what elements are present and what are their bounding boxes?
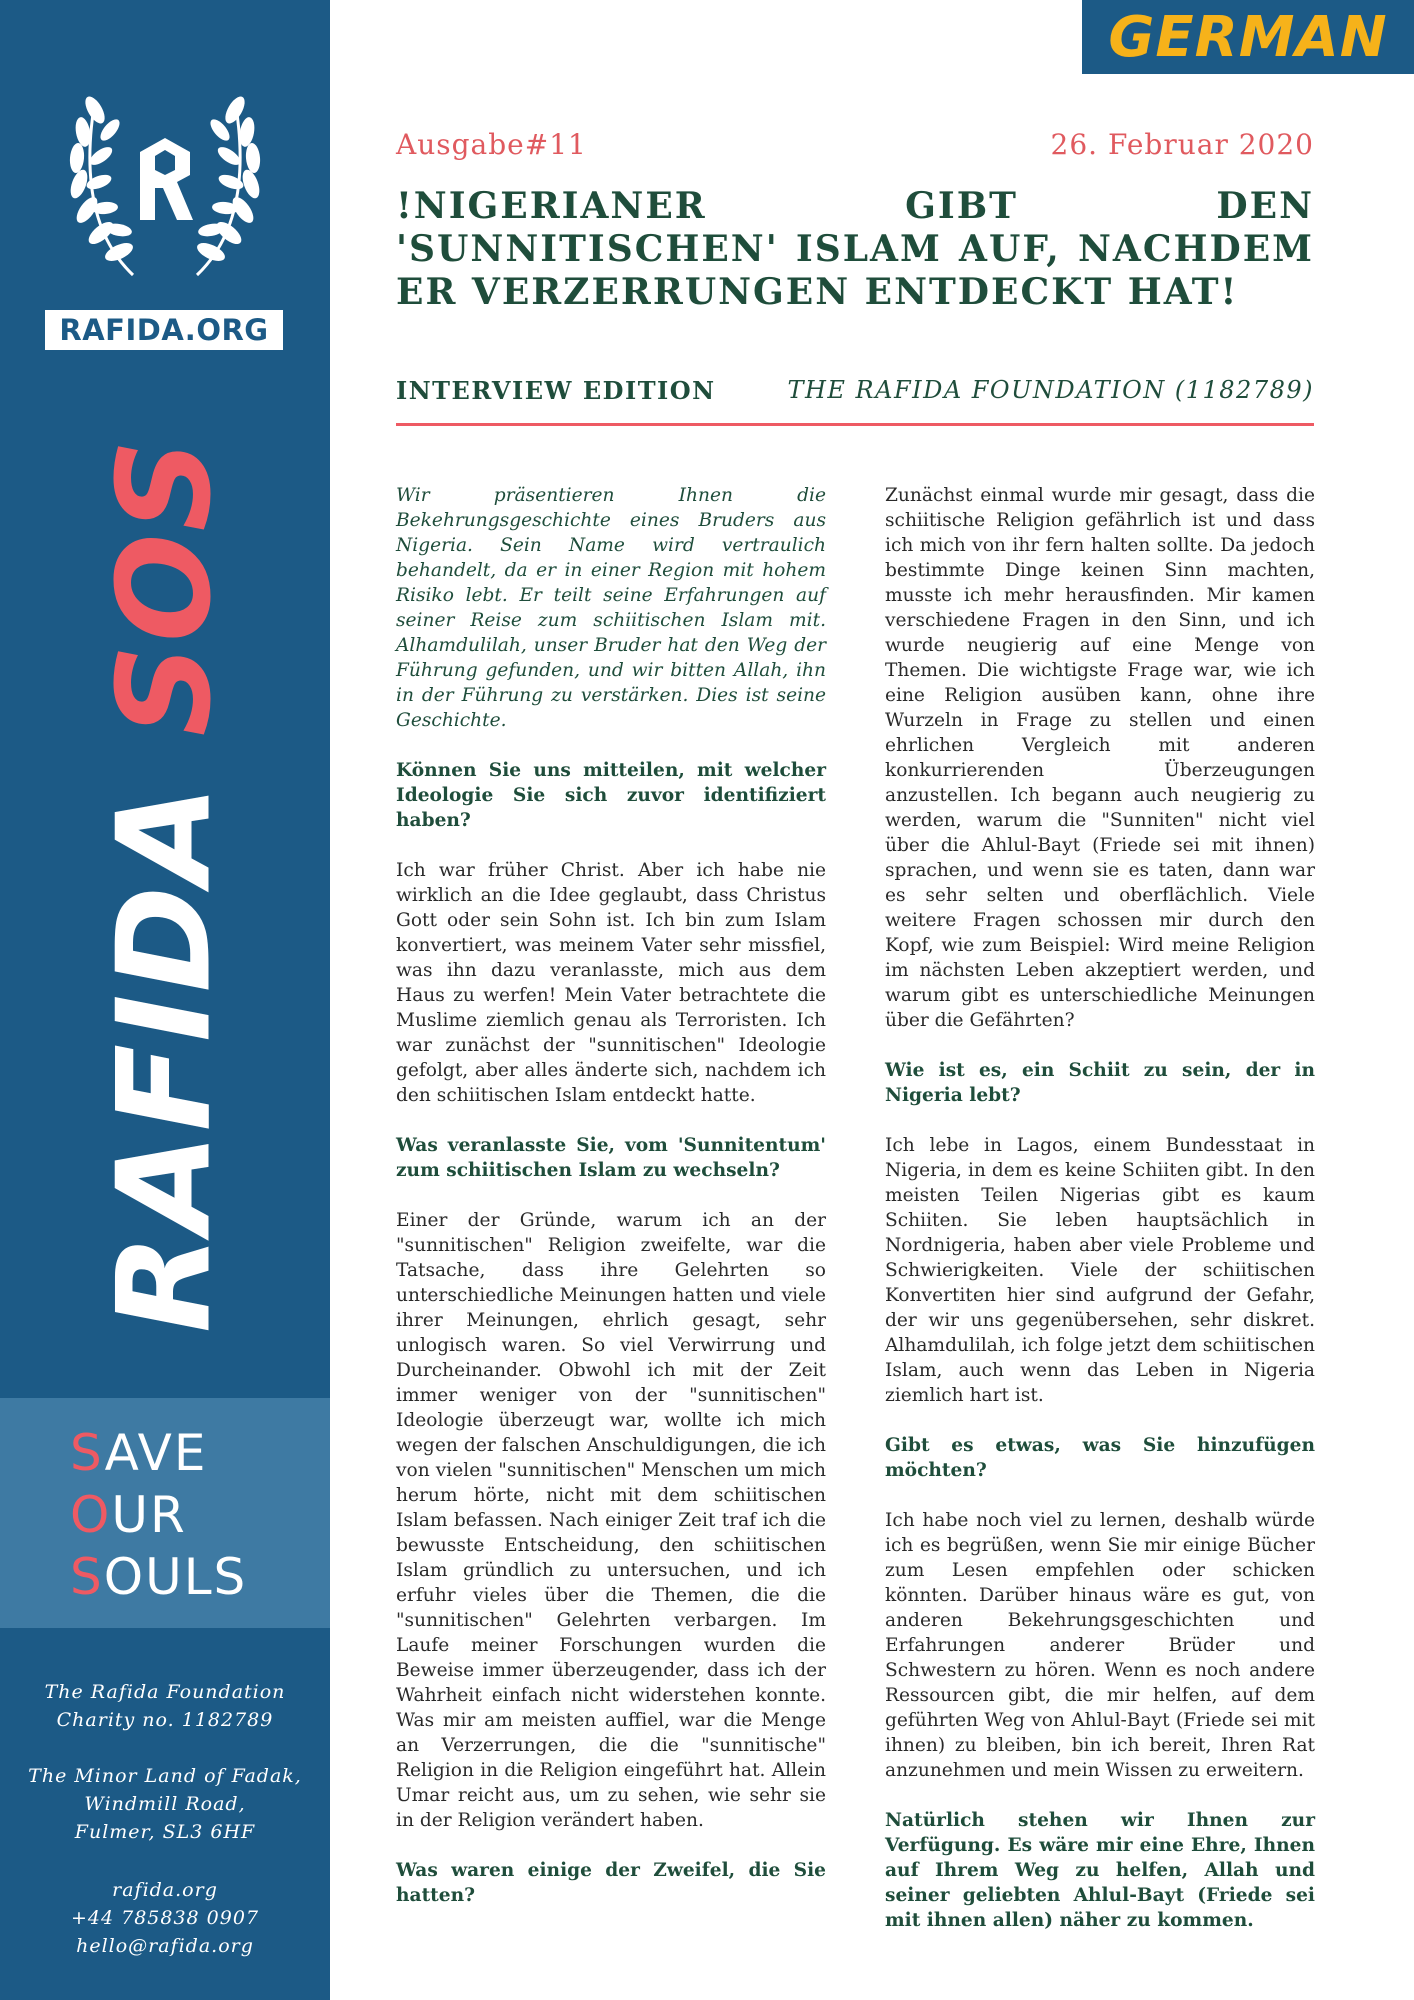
- answer: Ich habe noch viel zu lernen, deshalb würde ich es begrüßen, wenn Sie mir einige Bücher zum Lesen empfehlen oder schicken könnten. Darüber hinaus wäre es gut, von anderen Bekehrungsgeschichten und Erfahrungen anderer Brüder und Schwestern zu hören. Wenn es noch andere Ressourcen gibt, die mir helfen, auf dem geführten Weg von Ahlul-Bayt (Friede sei mit ihnen) zu bleiben, bin ich bereit, Ihren Rat anzunehmen und mein Wissen zu erweitern.: [885, 1510, 1315, 1781]
- vertical-title-rafida: RAFIDA: [90, 736, 240, 1333]
- divider: [396, 423, 1314, 426]
- question: Gibt es etwas, was Sie hinzufügen möchten?: [885, 1435, 1315, 1481]
- laurel-wreath-icon: [55, 70, 275, 290]
- footer-contact: [0, 1876, 330, 1960]
- logo-text: RAFIDA.ORG: [45, 310, 283, 350]
- sos-line-save: SAVE: [70, 1424, 208, 1482]
- question: Können Sie uns mitteilen, mit welcher Ideologie Sie sich zuvor identifiziert haben?: [396, 760, 826, 831]
- issue-date: 26. Februar 2020: [1050, 128, 1314, 161]
- footer-phone: +44 785838 0907: [70, 1907, 260, 1929]
- footer-org: [0, 1678, 330, 1734]
- vertical-title-sos: SOS: [90, 437, 240, 737]
- article-column-left: [396, 483, 826, 1933]
- closing-statement: Natürlich stehen wir Ihnen zur Verfügung. Es wäre mir eine Ehre, Ihnen auf Ihrem Weg zu helfen, Allah und seiner geliebten Ahlul-Bayt (Friede sei mit ihnen allen) näher zu kommen.: [885, 1810, 1315, 1931]
- sos-line-our: OUR: [70, 1486, 187, 1544]
- answer: Ich war früher Christ. Aber ich habe nie wirklich an die Idee geglaubt, dass Christus Gott oder sein Sohn ist. Ich bin zum Islam konvertiert, was meinem Vater sehr missfiel, was ihn dazu veranlasste, mich aus dem Haus zu werfen! Mein Vater betrachtete die Muslime ziemlich genau als Terroristen. Ich war zunächst der "sunnitischen" Ideologie gefolgt, aber alles änderte sich, nachdem ich den schiitischen Islam entdeckt hatte.: [396, 860, 826, 1106]
- address-line: Fulmer, SL3 6HF: [74, 1821, 256, 1843]
- issue-number: Ausgabe#11: [396, 128, 587, 161]
- edition-label: INTERVIEW EDITION: [396, 376, 716, 405]
- answer: Ich lebe in Lagos, einem Bundesstaat in Nigeria, in dem es keine Schiiten gibt. In den meisten Teilen Nigerias gibt es kaum Schiiten. Sie leben hauptsächlich in Nordnigeria, haben aber viele Probleme und Schwierigkeiten. Viele der schiitischen Konvertiten hier sind aufgrund der Gefahr, der wir uns gegenübersehen, sehr diskret. Alhamdulilah, ich folge jetzt dem schiitischen Islam, auch wenn das Leben in Nigeria ziemlich hart ist.: [885, 1135, 1315, 1406]
- article-column-right: [885, 483, 1315, 1958]
- footer-charity-no: Charity no. 1182789: [56, 1709, 274, 1731]
- address-line: The Minor Land of Fadak,: [28, 1765, 302, 1787]
- save-our-souls-box: [0, 1398, 330, 1628]
- page-title: !NIGERIANER GIBT DEN 'SUNNITISCHEN' ISLAM AUF, NACHDEM ER VERZERRUNGEN ENTDECKT HAT!: [396, 185, 1314, 313]
- article-intro: Wir präsentieren Ihnen die Bekehrungsgeschichte eines Bruders aus Nigeria. Sein Name wird vertraulich behandelt, da er in einer Region mit hohem Risiko lebt. Er teilt seine Erfahrungen auf seiner Reise zum schiitischen Islam mit. Alhamdulilah, unser Bruder hat den Weg der Führung gefunden, und wir bitten Allah, ihn in der Führung zu verstärken. Dies ist seine Geschichte.: [396, 485, 826, 731]
- answer: Einer der Gründe, warum ich an der "sunnitischen" Religion zweifelte, war die Tatsache, dass ihre Gelehrten so unterschiedliche Meinungen hatten und viele ihrer Meinungen, ehrlich gesagt, sehr unlogisch waren. So viel Verwirrung und Durcheinander. Obwohl ich mit der Zeit immer weniger von der "sunnitischen" Ideologie überzeugt war, wollte ich mich wegen der falschen Anschuldigungen, die ich von vielen "sunnitischen" Menschen um mich herum hörte, nicht mit dem schiitischen Islam befassen. Nach einiger Zeit traf ich die bewusste Entscheidung, den schiitischen Islam gründlich zu untersuchen, und ich erfuhr vieles über die Themen, die die "sunnitischen" Gelehrten verbargen. Im Laufe meiner Forschungen wurden die Beweise immer überzeugender, dass ich der Wahrheit einfach nicht widerstehen konnte. Was mir am meisten auffiel, war die Menge an Verzerrungen, die die "sunnitische" Religion in die Religion eingeführt hat. Allein Umar reicht aus, um zu sehen, wie sehr sie in der Religion verändert haben.: [396, 1210, 826, 1831]
- vertical-title: [91, 437, 240, 1333]
- language-badge: GERMAN: [1082, 0, 1414, 74]
- address-line: Windmill Road,: [84, 1793, 246, 1815]
- foundation-label: THE RAFIDA FOUNDATION (1182789): [787, 376, 1314, 404]
- footer-website[interactable]: rafida.org: [112, 1879, 218, 1901]
- answer: Zunächst einmal wurde mir gesagt, dass die schiitische Religion gefährlich ist und dass ich mich von ihr fern halten sollte. Da jedoch bestimmte Dinge keinen Sinn machten, musste ich mehr herausfinden. Mir kamen verschiedene Fragen in den Sinn, und ich wurde neugierig auf eine Menge von Themen. Die wichtigste Frage war, wie ich eine Religion ausüben kann, ohne ihre Wurzeln in Frage zu stellen und einen ehrlichen Vergleich mit anderen konkurrierenden Überzeugungen anzustellen. Ich begann auch neugierig zu werden, warum die "Sunniten" nicht viel über die Ahlul-Bayt (Friede sei mit ihnen) sprachen, und wenn sie es taten, dann war es sehr selten und oberflächlich. Viele weitere Fragen schossen mir durch den Kopf, wie zum Beispiel: Wird meine Religion im nächsten Leben akzeptiert werden, und warum gibt es unterschiedliche Meinungen über die Gefährten?: [885, 485, 1315, 1031]
- footer-address: [0, 1762, 330, 1846]
- question: Wie ist es, ein Schiit zu sein, der in Nigeria lebt?: [885, 1060, 1315, 1106]
- question: Was waren einige der Zweifel, die Sie hatten?: [396, 1860, 826, 1906]
- question: Was veranlasste Sie, vom 'Sunnitentum' zum schiitischen Islam zu wechseln?: [396, 1135, 826, 1181]
- sos-line-souls: SOULS: [70, 1548, 248, 1606]
- rafida-logo: [55, 70, 275, 290]
- sidebar: [0, 0, 330, 2000]
- footer-email[interactable]: hello@rafida.org: [76, 1935, 254, 1957]
- footer-org-name: The Rafida Foundation: [44, 1681, 286, 1703]
